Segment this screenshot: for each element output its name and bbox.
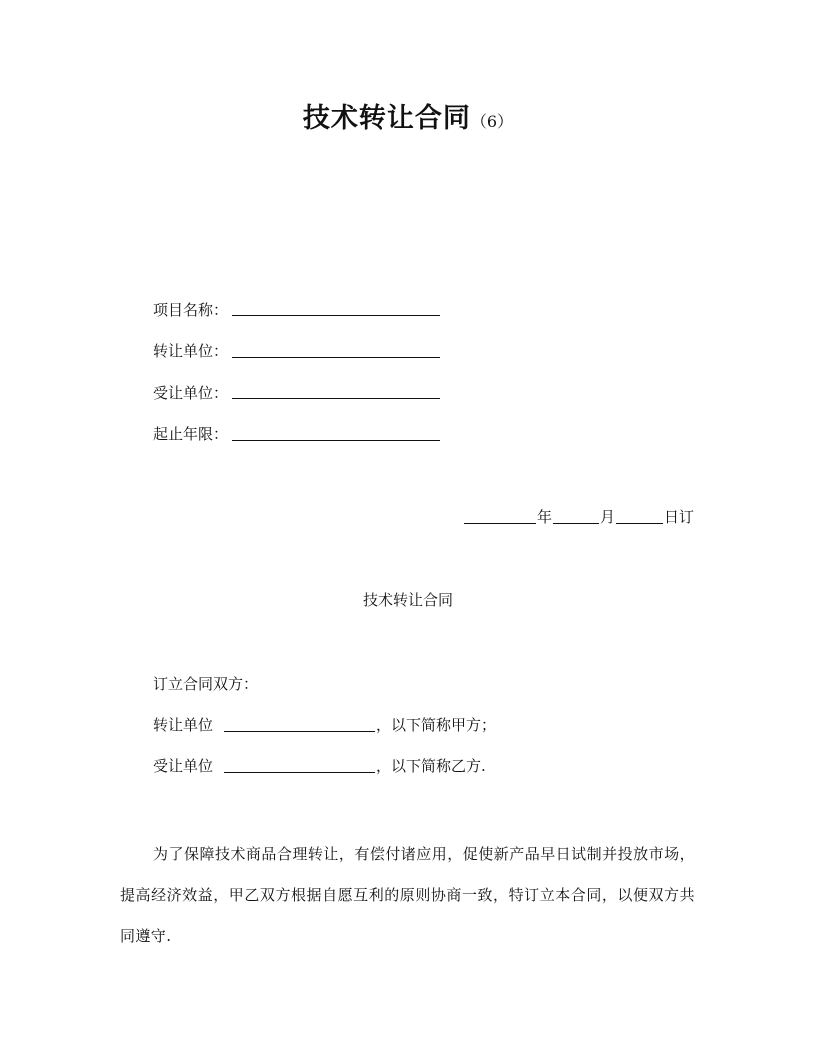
date-blank-month: [553, 523, 599, 524]
field-blank-project-name: [232, 315, 440, 316]
document-title: [0, 96, 816, 135]
field-blank-term: [232, 440, 440, 441]
party-a-suffix: ，以下简称甲方；: [376, 716, 497, 734]
preamble-paragraph: 为了保障技术商品合理转让，有偿付诸应用，促使新产品早日试制并投放市场，提高经济效益，甲乙双方根据自愿互利的原则协商一致，特订立本合同，以便双方共同遵守.: [120, 845, 695, 945]
date-month-label: 月: [600, 508, 616, 526]
field-label-transferee: 受让单位：: [153, 384, 229, 402]
contract-subtitle: 技术转让合同: [362, 591, 453, 609]
document-title-number: （6）: [470, 112, 514, 131]
party-a-blank: [224, 731, 375, 732]
field-label-transferor: 转让单位：: [153, 342, 229, 360]
party-b-label: 受让单位: [153, 757, 214, 775]
field-blank-transferor: [232, 357, 440, 358]
field-label-term: 起止年限：: [153, 425, 229, 443]
field-blank-transferee: [232, 398, 440, 399]
party-b-blank: [224, 772, 375, 773]
party-b-suffix: ，以下简称乙方.: [376, 757, 486, 775]
date-year-label: 年: [537, 508, 553, 526]
document-title-text: 技术转让合同: [302, 103, 471, 134]
field-label-project-name: 项目名称：: [153, 301, 229, 319]
date-blank-year: [464, 523, 536, 524]
date-day-signed-label: 日订: [664, 508, 695, 526]
party-a-label: 转让单位: [153, 716, 214, 734]
parties-intro: 订立合同双方：: [153, 675, 259, 693]
date-blank-day: [616, 523, 663, 524]
